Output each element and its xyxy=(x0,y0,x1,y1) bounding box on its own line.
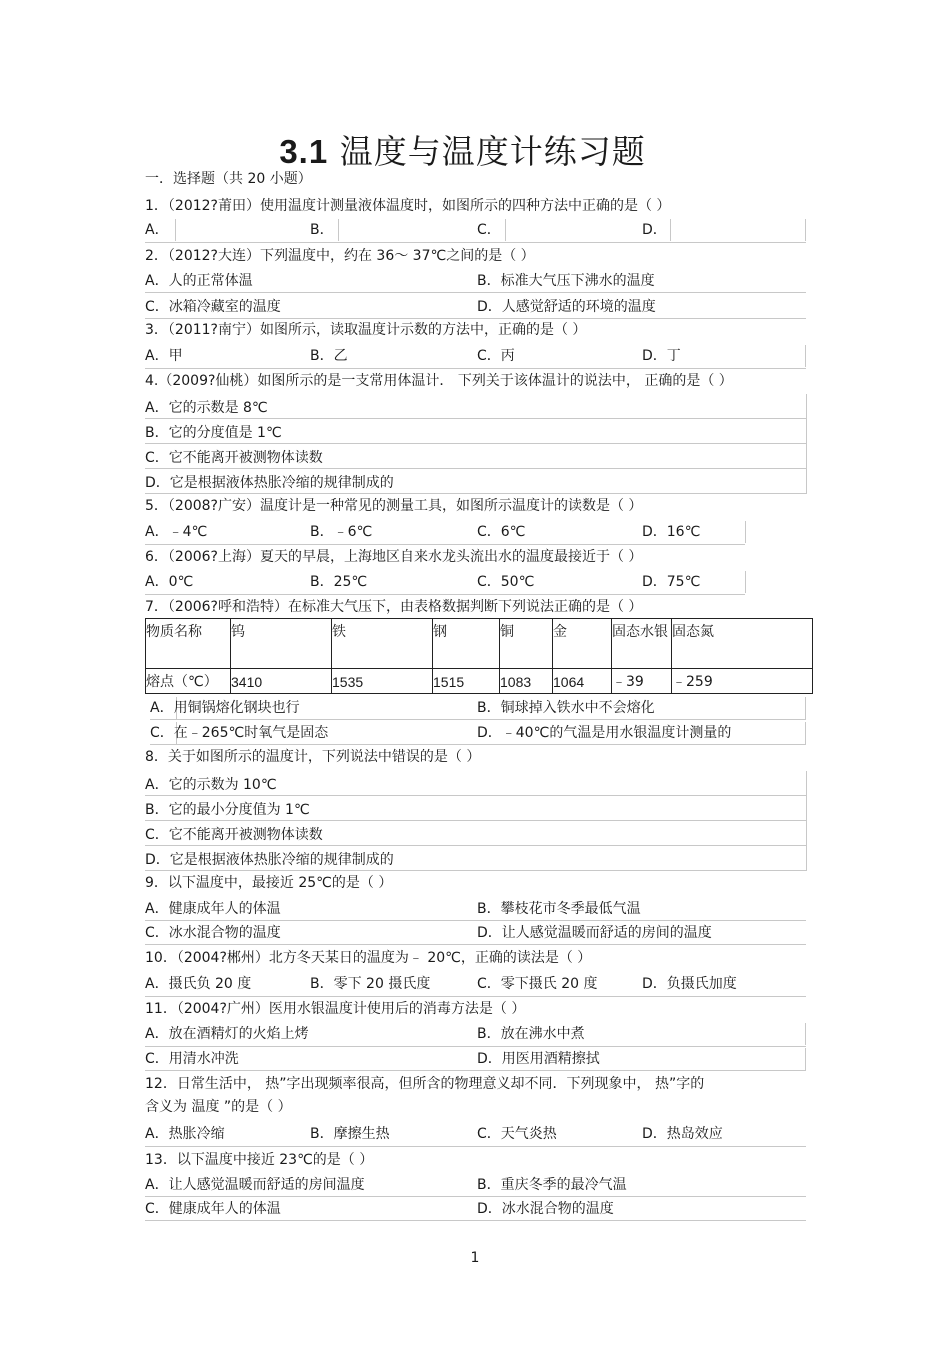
q4-option-b-row xyxy=(145,419,807,444)
q9-option-d[interactable]: D．让人感觉温暖而舒适的房间的温度 xyxy=(477,925,712,941)
q8-option-d[interactable]: D．它是根据液体热胀冷缩的规律制成的 xyxy=(145,852,394,868)
question-11: 11．（2004?广州）医用水银温度计使用后的消毒方法是（ ） xyxy=(145,1001,526,1017)
q4-option-b[interactable]: B．它的分度值是 1℃ xyxy=(145,425,282,441)
table-cell: 钢 xyxy=(433,619,500,669)
q1-option-b[interactable]: B． xyxy=(310,222,334,238)
q12-option-a[interactable]: A．热胀冷缩 xyxy=(145,1126,225,1142)
q7-option-a[interactable]: A．用铜锅熔化钢块也行 xyxy=(150,700,300,716)
q11-option-a[interactable]: A．放在酒精灯的火焰上烤 xyxy=(145,1026,309,1042)
q4-option-d-row xyxy=(145,469,807,494)
q8-option-c-row xyxy=(145,821,807,846)
q10-option-d[interactable]: D．负摄氏加度 xyxy=(642,976,737,992)
q2-options-row2 xyxy=(145,296,806,318)
q3-options xyxy=(145,345,806,367)
q3-option-d[interactable]: D．丁 xyxy=(642,348,681,364)
melting-point-table xyxy=(145,618,813,694)
question-1: 1．（2012?莆田）使用温度计测量液体温度时，如图所示的四种方法中正确的是（ ） xyxy=(145,198,671,214)
question-12-line2: 含义为 温度 ”的是（ ） xyxy=(145,1099,292,1115)
q4-option-c[interactable]: C．它不能离开被测物体读数 xyxy=(145,450,323,466)
q10-options xyxy=(145,973,806,995)
q12-option-b[interactable]: B．摩擦生热 xyxy=(310,1126,390,1142)
q8-option-a-row xyxy=(145,771,807,796)
q8-option-c[interactable]: C．它不能离开被测物体读数 xyxy=(145,827,323,843)
q13-option-d[interactable]: D．冰水混合物的温度 xyxy=(477,1201,614,1217)
q13-options-row2 xyxy=(145,1198,806,1220)
q12-option-c[interactable]: C．天气炎热 xyxy=(477,1126,557,1142)
table-cell: 物质名称 xyxy=(146,619,231,669)
question-2: 2．（2012?大连）下列温度中，约在 36～ 37℃之间的是（ ） xyxy=(145,248,535,264)
q6-option-a[interactable]: A．0℃ xyxy=(145,574,194,590)
q11-option-b[interactable]: B．放在沸水中煮 xyxy=(477,1026,585,1042)
table-cell: 金 xyxy=(553,619,612,669)
table-cell: 1535 xyxy=(332,669,433,694)
title-number: 3.1 xyxy=(279,133,329,170)
q1-option-c[interactable]: C． xyxy=(477,222,501,238)
q3-option-c[interactable]: C．丙 xyxy=(477,348,515,364)
q11-option-c[interactable]: C．用清水冲洗 xyxy=(145,1051,239,1067)
q11-options-row1 xyxy=(145,1023,806,1045)
q13-options-row1 xyxy=(145,1174,806,1196)
q9-options-row2 xyxy=(145,922,806,944)
q4-option-a-row xyxy=(145,394,807,419)
q7-options-row2 xyxy=(150,722,806,744)
q1-options xyxy=(145,219,806,241)
q2-options-row1 xyxy=(145,270,806,292)
q3-option-a[interactable]: A．甲 xyxy=(145,348,183,364)
table-cell: ﹣259 xyxy=(672,669,813,694)
question-3: 3．（2011?南宁）如图所示，读取温度计示数的方法中，正确的是（ ） xyxy=(145,322,587,338)
q7-option-d[interactable]: D．﹣40℃的气温是用水银温度计测量的 xyxy=(477,725,732,741)
question-7: 7．（2006?呼和浩特）在标准大气压下，由表格数据判断下列说法正确的是（ ） xyxy=(145,599,643,615)
table-cell: 1064 xyxy=(553,669,612,694)
q3-option-b[interactable]: B．乙 xyxy=(310,348,348,364)
table-cell: 钨 xyxy=(231,619,332,669)
q7-option-c[interactable]: C．在﹣265℃时氧气是固态 xyxy=(150,725,329,741)
q13-option-b[interactable]: B．重庆冬季的最冷气温 xyxy=(477,1177,627,1193)
q12-options xyxy=(145,1123,806,1145)
q5-option-a[interactable]: A．﹣4℃ xyxy=(145,524,208,540)
q6-option-c[interactable]: C．50℃ xyxy=(477,574,535,590)
q2-option-d[interactable]: D．人感觉舒适的环境的温度 xyxy=(477,299,656,315)
table-cell: 固态氮 xyxy=(672,619,813,669)
question-4: 4.（2009?仙桃）如图所示的是一支常用体温计． 下列关于该体温计的说法中， 正确的是（ ） xyxy=(145,373,733,389)
q13-option-c[interactable]: C．健康成年人的体温 xyxy=(145,1201,281,1217)
q5-option-c[interactable]: C．6℃ xyxy=(477,524,526,540)
q10-option-c[interactable]: C．零下摄氏 20 度 xyxy=(477,976,598,992)
q2-option-a[interactable]: A．人的正常体温 xyxy=(145,273,253,289)
q8-option-a[interactable]: A．它的示数为 10℃ xyxy=(145,777,277,793)
q4-option-c-row xyxy=(145,444,807,469)
q5-option-b[interactable]: B．﹣6℃ xyxy=(310,524,373,540)
title-text: 温度与温度计练习题 xyxy=(339,132,646,171)
table-cell: 固态水银 xyxy=(612,619,672,669)
q6-options xyxy=(145,571,806,593)
q1-option-a[interactable]: A． xyxy=(145,222,169,238)
question-5: 5．（2008?广安）温度计是一种常见的测量工具，如图所示温度计的读数是（ ） xyxy=(145,498,643,514)
q11-option-d[interactable]: D．用医用酒精擦拭 xyxy=(477,1051,600,1067)
table-header-row xyxy=(146,619,813,669)
question-8: 8．关于如图所示的温度计，下列说法中错误的是（ ） xyxy=(145,749,481,765)
table-row xyxy=(146,669,813,694)
question-13: 13．以下温度中接近 23℃的是（ ） xyxy=(145,1152,374,1168)
table-cell: 3410 xyxy=(231,669,332,694)
q4-option-d[interactable]: D．它是根据液体热胀冷缩的规律制成的 xyxy=(145,475,394,491)
q10-option-b[interactable]: B．零下 20 摄氏度 xyxy=(310,976,431,992)
q9-options-row1 xyxy=(145,898,806,920)
table-cell: 铜 xyxy=(500,619,553,669)
q8-option-b[interactable]: B．它的最小分度值为 1℃ xyxy=(145,802,310,818)
q9-option-b[interactable]: B．攀枝花市冬季最低气温 xyxy=(477,901,641,917)
q10-option-a[interactable]: A．摄氏负 20 度 xyxy=(145,976,252,992)
q6-option-d[interactable]: D．75℃ xyxy=(642,574,701,590)
q5-option-d[interactable]: D．16℃ xyxy=(642,524,701,540)
question-9: 9．以下温度中，最接近 25℃的是（ ） xyxy=(145,875,393,891)
q12-option-d[interactable]: D．热岛效应 xyxy=(642,1126,723,1142)
q9-option-c[interactable]: C．冰水混合物的温度 xyxy=(145,925,281,941)
q9-option-a[interactable]: A．健康成年人的体温 xyxy=(145,901,281,917)
q1-option-d[interactable]: D． xyxy=(642,222,667,238)
table-cell: 1515 xyxy=(433,669,500,694)
page-title xyxy=(0,126,925,173)
q4-option-a[interactable]: A．它的示数是 8℃ xyxy=(145,400,268,416)
section-heading: 一．选择题（共 20 小题） xyxy=(145,171,312,187)
q11-options-row2 xyxy=(145,1048,806,1070)
question-10: 10．（2004?郴州）北方冬天某日的温度为﹣ 20℃，正确的读法是（ ） xyxy=(145,950,592,966)
question-12-line1: 12．日常生活中， 热”字出现频率很高，但所含的物理意义却不同．下列现象中， 热”字的 xyxy=(145,1076,705,1092)
q7-option-b[interactable]: B．铜球掉入铁水中不会熔化 xyxy=(477,700,655,716)
q2-option-b[interactable]: B．标准大气压下沸水的温度 xyxy=(477,273,655,289)
q8-option-b-row xyxy=(145,796,807,821)
q2-option-c[interactable]: C．冰箱冷藏室的温度 xyxy=(145,299,281,315)
q5-options xyxy=(145,521,806,543)
q6-option-b[interactable]: B．25℃ xyxy=(310,574,368,590)
table-cell: ﹣39 xyxy=(612,669,672,694)
table-cell: 熔点（℃） xyxy=(146,669,231,694)
q13-option-a[interactable]: A．让人感觉温暖而舒适的房间温度 xyxy=(145,1177,365,1193)
q8-option-d-row xyxy=(145,846,807,871)
q7-options-row1 xyxy=(150,697,806,719)
table-cell: 1083 xyxy=(500,669,553,694)
page-number: 1 xyxy=(470,1250,480,1266)
table-cell: 铁 xyxy=(332,619,433,669)
question-6: 6．（2006?上海）夏天的早晨，上海地区自来水龙头流出水的温度最接近于（ ） xyxy=(145,549,643,565)
